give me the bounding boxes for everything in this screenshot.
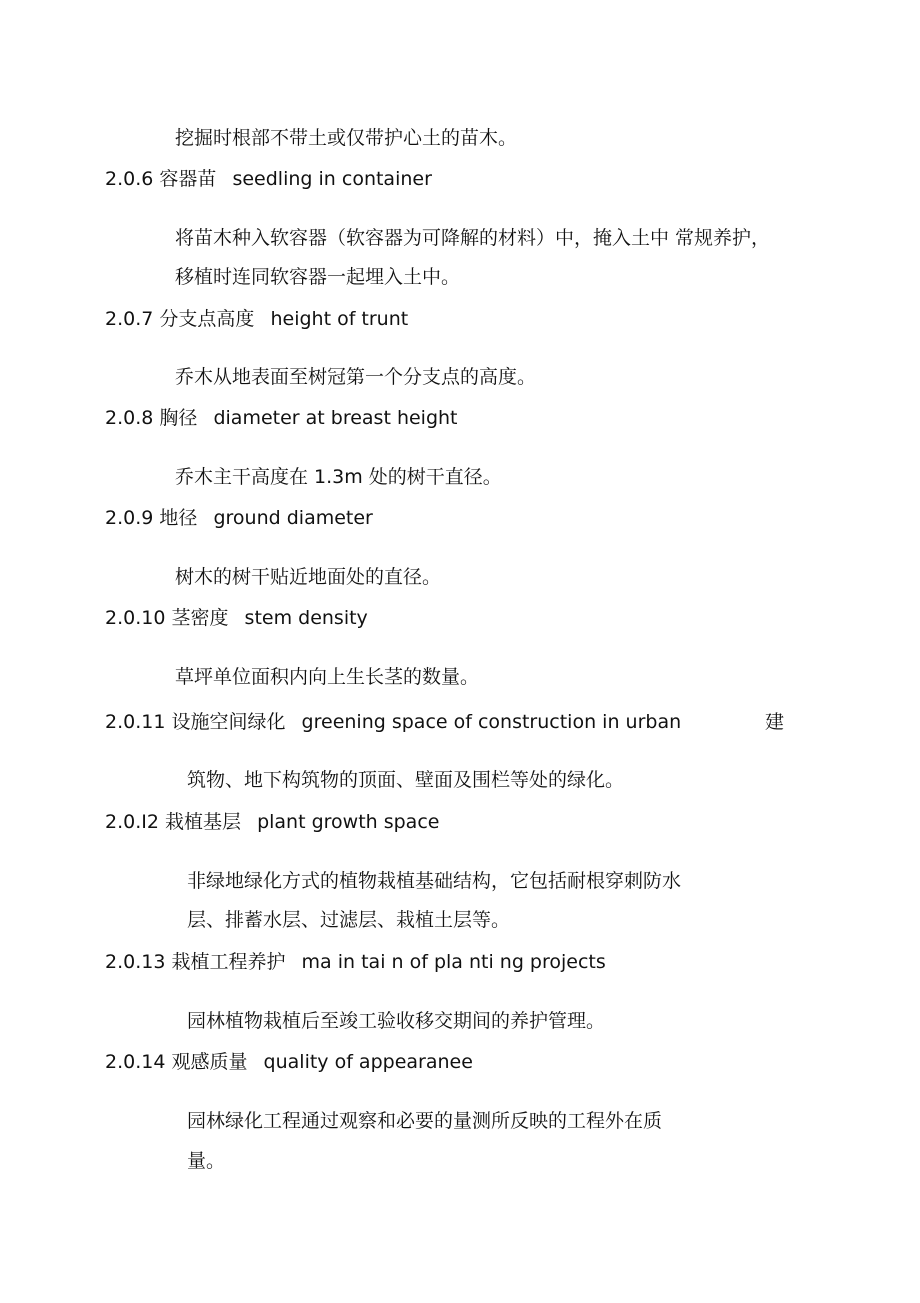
definition-text: 树木的树干贴近地面处的直径。 [175, 566, 442, 588]
term-chinese: 容器苗 [159, 168, 217, 190]
term-heading-2-0-14 [105, 1049, 473, 1075]
term-english: ma in tai n of pla nti ng projects [301, 951, 606, 973]
term-english: quality of appearanee [263, 1051, 473, 1073]
definition-text: 挖掘时根部不带土或仅带护心土的苗木。 [175, 127, 518, 149]
term-heading-2-0-10 [105, 605, 368, 631]
definition-text: 园林绿化工程通过观察和必要的量测所反映的工程外在质 [187, 1110, 663, 1132]
term-number: 2.0.9 [105, 507, 154, 529]
definition-text: 乔木从地表面至树冠第一个分支点的高度。 [175, 366, 537, 388]
term-number: 2.0.I2 [105, 811, 159, 833]
term-english: plant growth space [257, 811, 440, 833]
definition-text: 园林植物栽植后至竣工验收移交期间的养护管理。 [187, 1010, 606, 1032]
term-heading-2-0-9 [105, 505, 373, 531]
term-heading-2-0-12 [105, 809, 439, 835]
term-heading-2-0-6 [105, 166, 432, 192]
term-chinese: 观感质量 [171, 1051, 248, 1073]
term-number: 2.0.7 [105, 308, 154, 330]
term-number: 2.0.8 [105, 407, 154, 429]
term-heading-2-0-11 [105, 709, 681, 735]
term-number: 2.0.6 [105, 168, 154, 190]
term-chinese: 地径 [159, 507, 198, 529]
definition-text-start: 建 [765, 711, 785, 733]
term-number: 2.0.13 [105, 951, 166, 973]
term-number: 2.0.11 [105, 711, 166, 733]
definition-text: 层、排蓄水层、过滤层、栽植土层等。 [187, 909, 511, 931]
term-chinese: 栽植工程养护 [171, 951, 286, 973]
term-heading-2-0-7 [105, 306, 408, 332]
term-english: greening space of construction in urban [301, 711, 682, 733]
term-number: 2.0.14 [105, 1051, 166, 1073]
definition-text: 量。 [187, 1150, 226, 1172]
term-english: stem density [244, 607, 368, 629]
term-heading-2-0-13 [105, 949, 606, 975]
term-chinese: 栽植基层 [165, 811, 242, 833]
term-chinese: 胸径 [159, 407, 198, 429]
definition-text: 将苗木种入软容器（软容器为可降解的材料）中，掩入土中 常规养护， [175, 227, 771, 249]
term-chinese: 茎密度 [171, 607, 229, 629]
term-chinese: 分支点高度 [159, 308, 255, 330]
term-chinese: 设施空间绿化 [171, 711, 286, 733]
term-english: seedling in container [232, 168, 432, 190]
term-english: ground diameter [213, 507, 373, 529]
definition-text: 筑物、地下构筑物的顶面、壁面及围栏等处的绿化。 [187, 769, 625, 791]
term-english: diameter at breast height [213, 407, 458, 429]
definition-text: 移植时连同软容器一起埋入土中。 [175, 266, 461, 288]
term-english: height of trunt [270, 308, 409, 330]
definition-text: 非绿地绿化方式的植物栽植基础结构，它包括耐根穿刺防水 [187, 870, 682, 892]
term-number: 2.0.10 [105, 607, 166, 629]
definition-text: 草坪单位面积内向上生长茎的数量。 [175, 666, 480, 688]
term-heading-2-0-8 [105, 405, 458, 431]
definition-text: 乔木主干高度在 1.3m 处的树干直径。 [175, 466, 502, 488]
